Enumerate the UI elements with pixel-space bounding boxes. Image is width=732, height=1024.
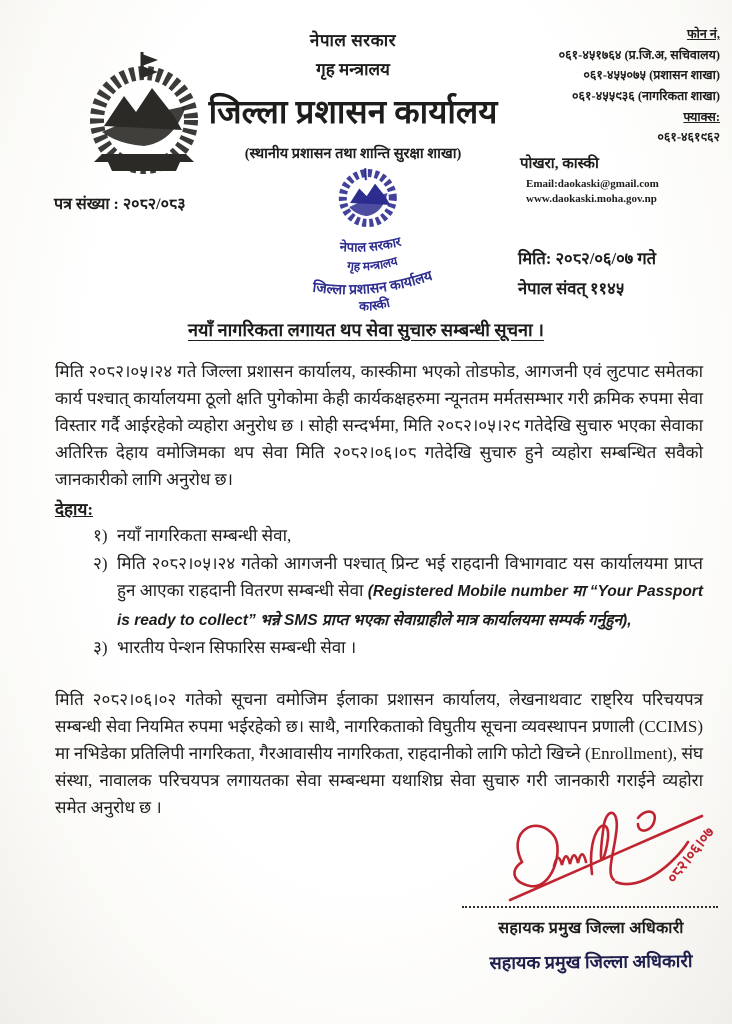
signatory-title-stamped: सहायक प्रमुख जिल्ला अधिकारी: [489, 950, 693, 974]
letter-subject: नयाँ नागरिकता लगायत थप सेवा सुचारु सम्बन्धी सूचना ।: [187, 320, 545, 340]
stamp-text-government: नेपाल सरकार: [339, 233, 403, 255]
contact-block: [470, 24, 720, 207]
list-heading: देहाय:: [55, 500, 93, 519]
letter-date: मिति: २०८२/०६/०७ गते: [518, 249, 657, 268]
list-item: [93, 550, 703, 635]
letterhead-government: नेपाल सरकार: [309, 31, 397, 50]
svg-text:जिल्ला प्रशासन कार्यालय: [310, 269, 436, 301]
stamp-text-district: कास्की: [358, 294, 392, 314]
list-item-number: २): [93, 553, 108, 573]
service-list: [93, 522, 703, 662]
paragraph-1: मिति २०८२।०५।२४ गते जिल्ला प्रशासन कार्यालय, कास्कीमा भएको तोडफोड, आगजनी एवं लुटपाट समेतका कार्य पश्चात् कार्यालयमा ठूलो क्षति पुगेकोमा केही कार्यकक्षहरुमा न्यूनतम मर्मतसम्भार गरी क्रमिक रुपमा सेवा विस्तार गर्दै आईरहेको व्यहोरा अनुरोध छ । सोही सन्दर्भमा, मिति २०८२।०५।२९ गतेदेखि सुचारु भएका सेवाका अतिरिक्त देहाय वमोजिमका थप सेवा मिति २०८२।०६।०८ गतेदेखि सुचारु हुने व्यहोरा सम्बन्धित सवैको जानकारीको लागि अनुरोध छ।: [55, 362, 703, 489]
svg-text:गृह मन्त्रालय: [345, 253, 401, 275]
fax-heading: फ्याक्स:: [683, 109, 720, 124]
office-city: पोखरा, कास्की: [520, 155, 599, 172]
list-item-number: ३): [93, 638, 108, 657]
letter-date-block: [518, 244, 656, 303]
list-item-text: भारतीय पेन्शन सिफारिस सम्बन्धी सेवा ।: [117, 638, 357, 657]
phone-heading: फोन नं,: [686, 27, 720, 41]
letterhead-office-title: जिल्ला प्रशासन कार्यालय: [208, 95, 498, 131]
signature-dotted-line: [462, 800, 718, 908]
paragraph-2: मिति २०८२।०६।०२ गतेको सूचना वमोजिम ईलाका प्रशासन कार्यालय, लेखनाथवाट राष्ट्रिय परिचयपत्र सम्बन्धी सेवा नियमित रुपमा भईरहेको छ। साथै, नागरिकताको विघुतीय सूचना व्यवस्थापन प्रणाली (CCIMS) मा नभिडेका प्रतिलिपी नागरिकता, गैरआवासीय नागरिकता, राहदानीको लागि फोटो खिच्ने (Enrollment), संघ संस्था, नावालक परिचयपत्र लगायतका सेवा सम्बन्धमा यथाशिघ्र सेवा सुचारु गरी जानकारी गराईने व्यहोरा समेत अनुरोध छ ।: [55, 690, 703, 817]
svg-text:नेपाल सरकार: [337, 233, 403, 255]
signature-handwritten-date: ०८२।०६।०७: [664, 824, 718, 887]
phone-line-3: ०६१-४५५९३६ (नागरिकता शाखा): [572, 88, 720, 103]
stamp-text-ministry: गृह मन्त्रालय: [346, 253, 400, 274]
fax-number: ०६१-४६१९६२: [657, 130, 720, 145]
phone-line-1: ०६१-४५१७६४ (प्र.जि.अ, सचिवालय): [558, 47, 720, 62]
letterhead-branch: (स्थानीय प्रशासन तथा शान्ति सुरक्षा शाखा): [244, 146, 462, 162]
signature-block: [462, 800, 720, 974]
stamp-text-office: जिल्ला प्रशासन कार्यालय: [311, 268, 435, 299]
letterhead-ministry: गृह मन्त्रालय: [316, 60, 390, 79]
office-email: Email:daokaski@gmail.com: [526, 177, 659, 190]
list-item-italic-note: (Registered Mobile number मा “Your Passport is ready to collect” भन्ने SMS प्राप्त भएका सेवाग्राहीले मात्र कार्यालयमा सम्पर्क गर्नुहुन),: [117, 583, 703, 629]
list-item: [93, 522, 703, 550]
nepal-emblem-icon: [70, 42, 218, 190]
list-item-text: नयाँ नागरिकता सम्बन्धी सेवा,: [117, 526, 292, 545]
list-item-number: १): [93, 526, 108, 545]
signatory-title-typed: सहायक प्रमुख जिल्ला अधिकारी: [498, 920, 684, 937]
nepal-sambat: नेपाल संवत् ११४५: [518, 278, 625, 298]
letterhead: [208, 28, 498, 163]
office-stamp: [278, 164, 462, 316]
office-website: www.daokaski.moha.gov.np: [526, 192, 657, 205]
list-item-text: मिति २०८२।०५।२४ गतेको आगजनी पश्चात् प्रिन्ट भई राहदानी विभागवाट यस कार्यालयमा प्राप्त हुन आएका राहदानी वितरण सम्बन्धी सेवा (Registered Mobile number मा “Your Passport is ready to collect” भन्ने SMS प्राप्त भएका सेवाग्राहीले मात्र कार्यालयमा सम्पर्क गर्नुहुन),: [117, 553, 703, 629]
phone-line-2: ०६१-४५५०७५ (प्रशासन शाखा): [583, 68, 720, 83]
list-item: [93, 634, 703, 662]
letter-ref-number: पत्र संख्या : २०८२/०८३: [54, 196, 186, 213]
